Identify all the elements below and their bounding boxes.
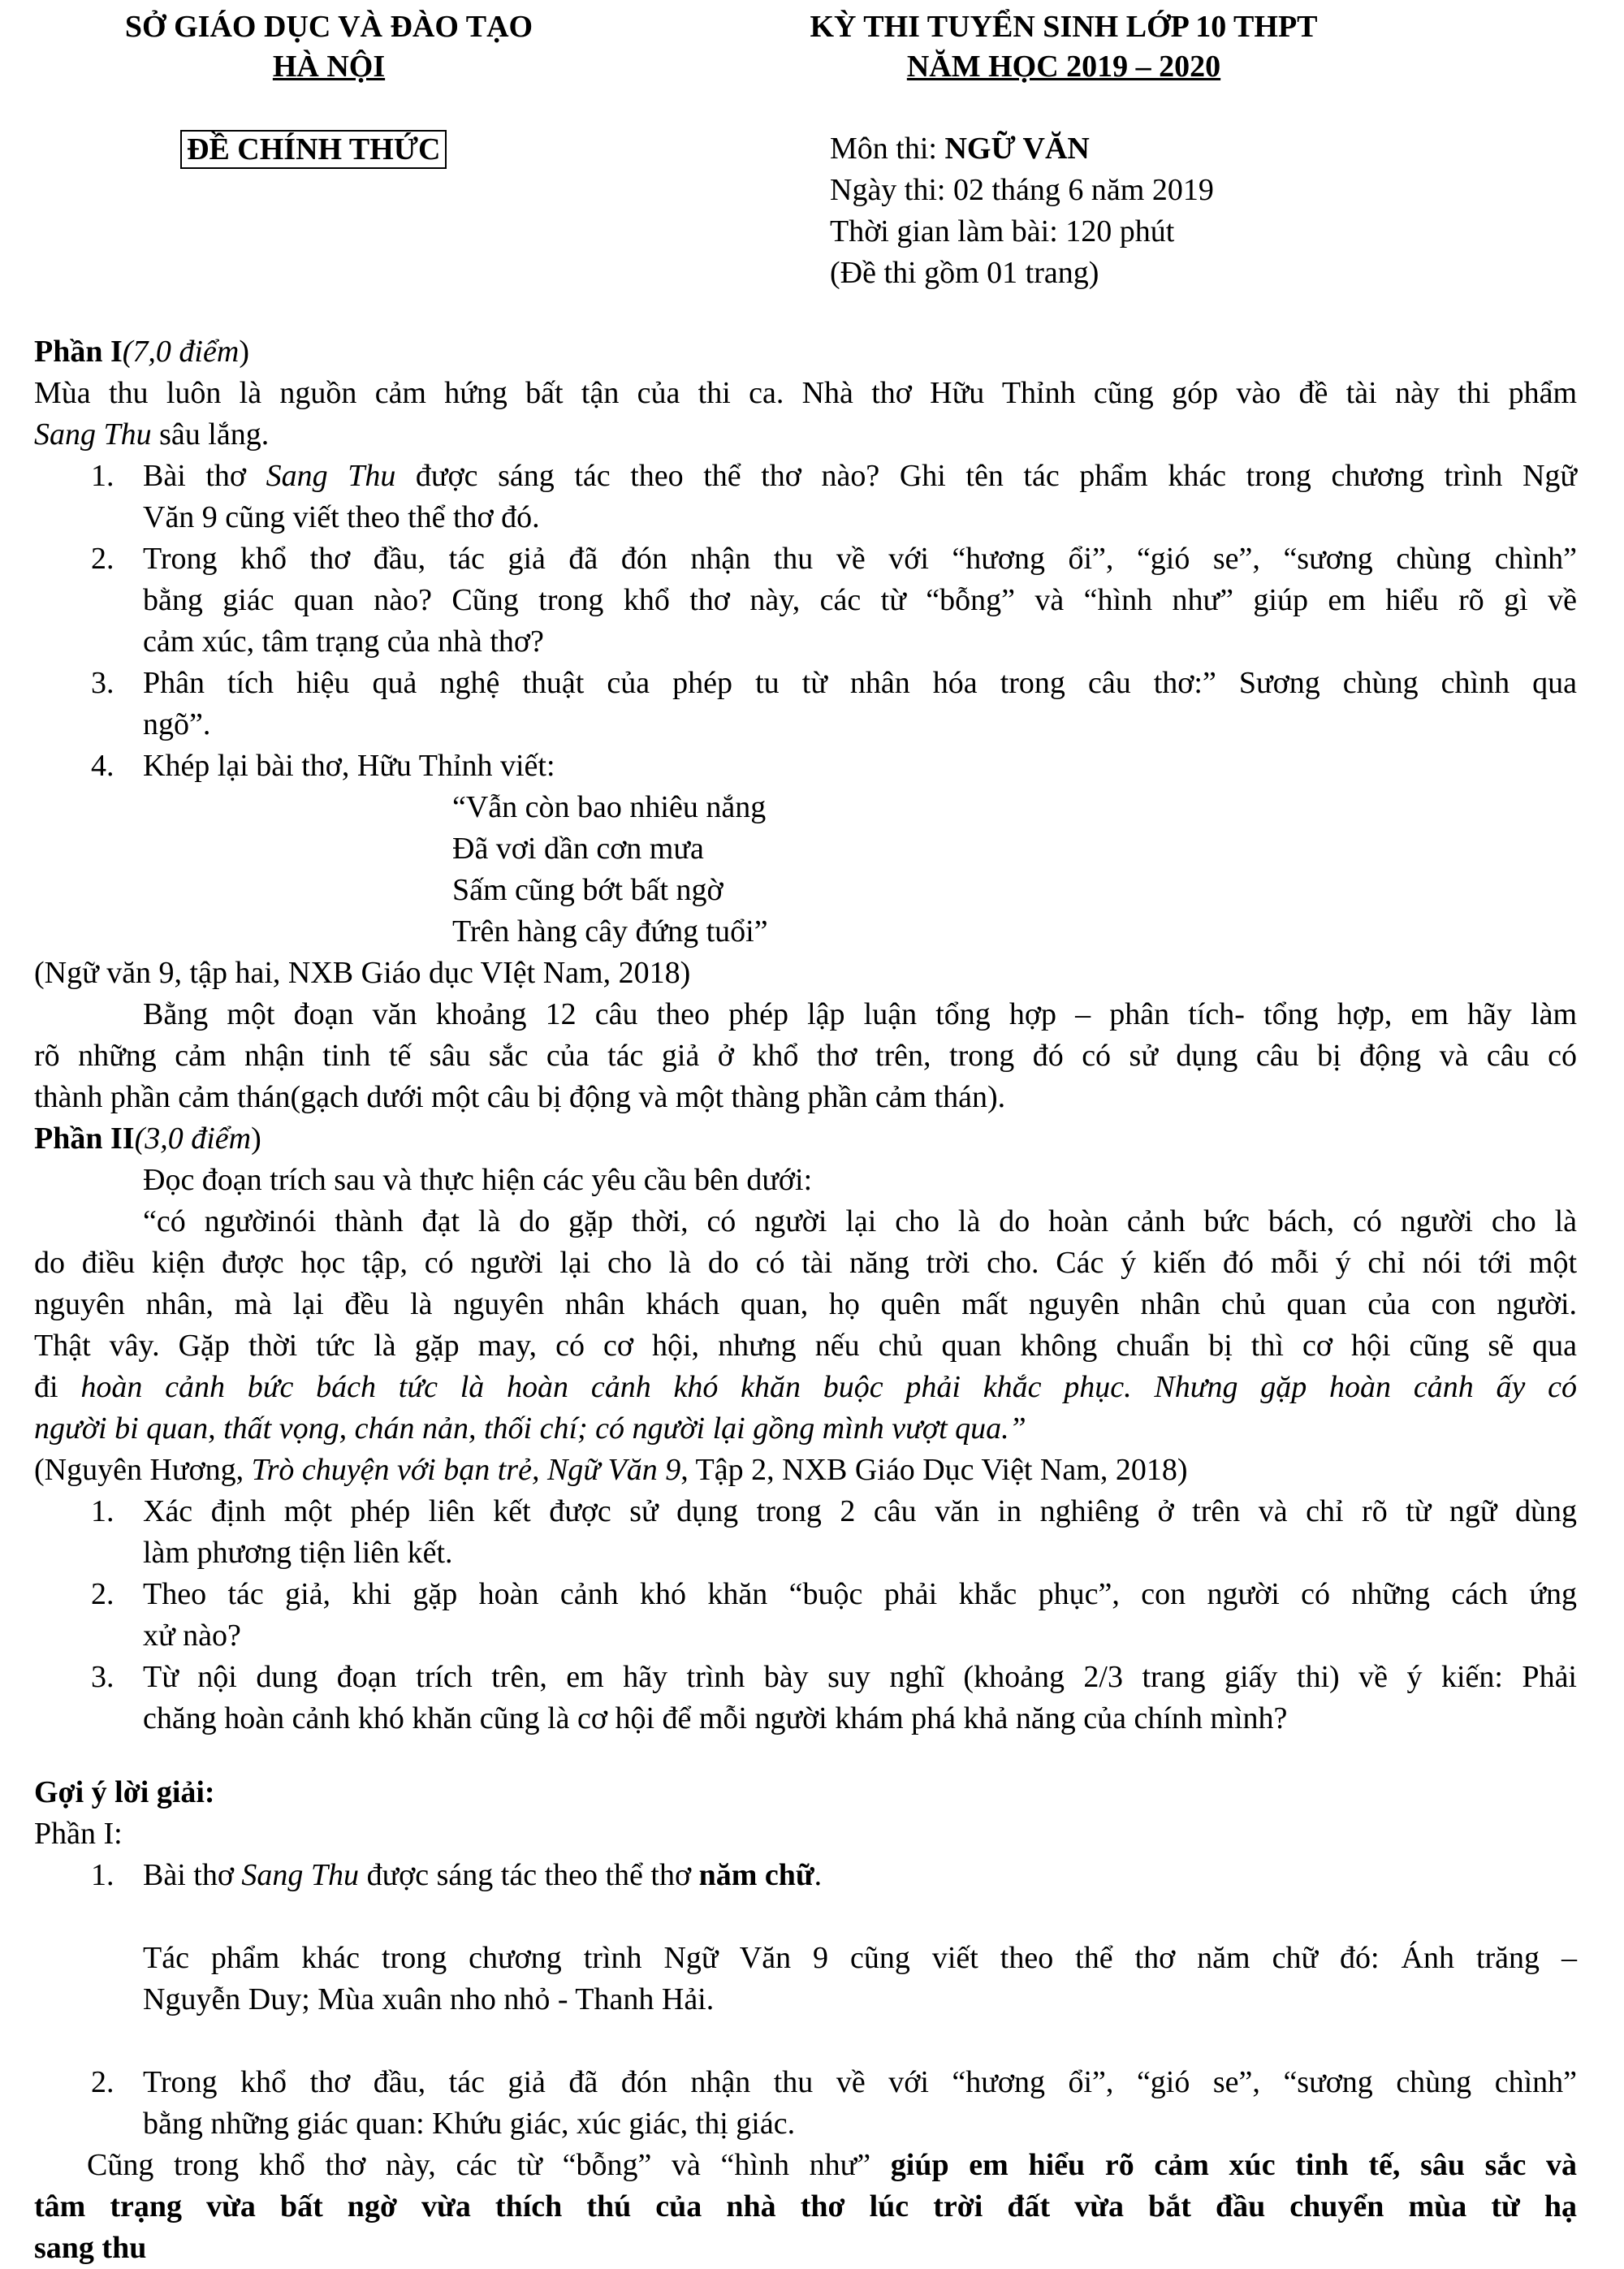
part1-task-line-2: rõ những cảm nhận tinh tế sâu sắc của tác giả ở khổ thơ trên, trong đó có sử dụng câu bị động và câu có bbox=[34, 1039, 1577, 1073]
answers-heading: Gợi ý lời giải: bbox=[34, 1775, 215, 1809]
part1-question-4: 4. Khép lại bài thơ, Hữu Thỉnh viết: bbox=[91, 749, 555, 783]
exam-body: Phần I(7,0 điểm) Mùa thu luôn là nguồn cảm hứng bất tận của thi ca. Nhà thơ Hữu Thỉnh cũng góp vào đề tài này thi phẩm Sang Thu sâu lắng. 1. Bài thơ Sang Thu được sáng tác theo thể thơ nào? Ghi tên tác phẩm khác trong chương trình Ngữ Văn 9 cũng viết theo thể thơ đó. 2. Trong khổ thơ đầu, tác giả đã đón nhận thu về với “hương ổi”, “gió se”, “sương chùng chình” bằng giác quan nào? Cũng trong khổ thơ này, các từ “bỗng” và “hình như” giúp em hiểu rõ gì về cảm xúc, tâm trạng của nhà thơ? 3. Phân tích hiệu quả nghệ thuật của phép tu từ nhân hóa trong câu thơ:” Sương chùng chình qua ngõ”. 4. Khép lại bài thơ, Hữu Thỉnh viết: “Vẫn còn bao nhiêu nắng Đã vơi dần cơn mưa Sấm cũng bớt bất ngờ Trên hàng cây đứng tuổi” (Ngữ văn 9, tập hai, NXB Giáo dục VIệt Nam, 2018) Bằng một đoạn văn khoảng 12 câu theo phép lập luận tổng hợp – phân tích- tổng hợp, em hãy làm rõ những cảm nhận tinh tế sâu sắc của tác giả ở khổ thơ trên, trong đó có sử dụng câu bị động và câu có thành phần cảm thán(gạch dưới một câu bị động và một thàng phần cảm thán). Phần II(3,0 điểm) Đọc đoạn trích sau và thực hiện các yêu cầu bên dưới: “có ngườinói thành đạt là do gặp thời, có người lại cho là do hoàn cảnh bức bách, có người cho là do điều kiện được học tập, có người lại cho là do có tài năng trời cho. Các ý kiến đó mỗi ý chỉ nói tới một nguyên nhân, mà lại đều là nguyên nhân khách quan, họ quên mất nguyên nhân chủ quan của con người. Thật vây. Gặp thời tức là gặp may, có cơ hội, nhưng nếu chủ quan không chuẩn bị thì cơ hội cũng sẽ qua đi hoàn cảnh bức bách tức là hoàn cảnh khó khăn buộc phải khắc phục. Nhưng gặp hoàn cảnh ấy có người bi quan, thất vọng, chán nản, thối chí; có người lại gồng mình vượt qua.” (Nguyên Hương, Trò chuyện với bạn trẻ, Ngữ Văn 9, Tập 2, NXB Giáo Dục Việt Nam, 2018) 1. Xác định một phép liên kết được sử dụng trong 2 câu văn in nghiêng ở trên và chỉ rõ từ ngữ dùng làm phương tiện liên kết. 2. Theo tác giả, khi gặp hoàn cảnh khó khăn “buộc phải khắc phục”, con người có những cách ứng xử nào? 3. Từ nội dung đoạn trích trên, em hãy trình bày suy nghĩ (khoảng 2/3 trang giấy thi) về ý kiến: Phải chăng hoàn cảnh khó khăn cũng là cơ hội để mỗi người khám phá khả năng của chính mình? Gợi ý lời giải: Phần I: 1. Bài thơ Sang Thu được sáng tác theo thể thơ năm chữ. Tác phẩm khác trong chương trình Ngữ Văn 9 cũng viết theo thể thơ năm chữ đó: Ánh trăng – Nguyễn Duy; Mùa xuân nho nhỏ - Thanh Hải. 2. Trong khổ thơ đầu, tác giả đã đón nhận thu về với “hương ổi”, “gió se”, “sương chùng chình” bằng những giác quan: Khứu giác, xúc giác, thị giác. Cũng trong khổ thơ này, các từ “bỗng” và “hình như” giúp em hiểu rõ cảm xúc tinh tế, sâu sắc và tâm trạng vừa bất ngờ vừa thích thú của nhà thơ lúc trời đất vừa bắt đầu chuyển mùa từ hạ sang thu bbox=[34, 331, 1577, 2269]
city-name: HÀ NỘI bbox=[272, 50, 386, 84]
part2-instruction: Đọc đoạn trích sau và thực hiện các yêu cầu bên dưới: bbox=[143, 1163, 813, 1197]
subject-value: NGỮ VĂN bbox=[944, 132, 1090, 166]
part1-task-line-3: thành phần cảm thán(gạch dưới một câu bị động và một thàng phần cảm thán). bbox=[34, 1080, 1006, 1114]
part2-heading: Phần II(3,0 điểm) bbox=[34, 1122, 261, 1156]
part2-question-1: 1. Xác định một phép liên kết được sử dụng trong 2 câu văn in nghiêng ở trên và chỉ rõ từ ngữ dùng làm phương tiện liên kết. bbox=[91, 1494, 1577, 1570]
exam-duration: Thời gian làm bài: 120 phút bbox=[830, 214, 1175, 249]
exam-heading bbox=[706, 6, 1421, 88]
pages-note: (Đề thi gồm 01 trang) bbox=[830, 256, 1099, 290]
exam-name: KỲ THI TUYỂN SINH LỚP 10 THPT bbox=[810, 10, 1318, 44]
part1-question-3: 3. Phân tích hiệu quả nghệ thuật của phép tu từ nhân hóa trong câu thơ:” Sương chùng chình qua ngõ”. bbox=[91, 666, 1577, 741]
part1-intro-line-2: Sang Thu sâu lắng. bbox=[34, 417, 270, 452]
answers-part-label: Phần I: bbox=[34, 1817, 123, 1851]
exam-date: Ngày thi: 02 tháng 6 năm 2019 bbox=[830, 173, 1214, 207]
part2-question-3: 3. Từ nội dung đoạn trích trên, em hãy trình bày suy nghĩ (khoảng 2/3 trang giấy thi) về ý kiến: Phải chăng hoàn cảnh khó khăn cũng là cơ hội để mỗi người khám phá khả năng của chính mình? bbox=[91, 1660, 1577, 1735]
poem-excerpt bbox=[34, 787, 1577, 953]
poem-line: “Vẫn còn bao nhiêu nắng bbox=[452, 790, 767, 824]
official-exam-badge: ĐỀ CHÍNH THỨC bbox=[180, 130, 447, 169]
answer-2: 2. Trong khổ thơ đầu, tác giả đã đón nhận thu về với “hương ổi”, “gió se”, “sương chùng chình” bằng những giác quan: Khứu giác, xúc giác, thị giác. bbox=[91, 2065, 1577, 2141]
passage-source: (Nguyên Hương, Trò chuyện với bạn trẻ, Ngữ Văn 9, Tập 2, NXB Giáo Dục Việt Nam, 2018) bbox=[34, 1453, 1188, 1487]
poem-line: Trên hàng cây đứng tuổi” bbox=[452, 914, 768, 949]
part1-question-2: 2. Trong khổ thơ đầu, tác giả đã đón nhận thu về với “hương ổi”, “gió se”, “sương chùng chình” bằng giác quan nào? Cũng trong khổ thơ này, các từ “bỗng” và “hình như” giúp em hiểu rõ gì về cảm xúc, tâm trạng của nhà thơ? bbox=[91, 542, 1577, 659]
school-year: NĂM HỌC 2019 – 2020 bbox=[906, 50, 1221, 84]
answer-1: 1. Bài thơ Sang Thu được sáng tác theo thể thơ năm chữ. Tác phẩm khác trong chương trình Ngữ Văn 9 cũng viết theo thể thơ năm chữ đó: Ánh trăng – Nguyễn Duy; Mùa xuân nho nhỏ - Thanh Hải. bbox=[91, 1858, 1577, 2016]
department-name: SỞ GIÁO DỤC VÀ ĐÀO TẠO bbox=[124, 10, 533, 44]
department-heading bbox=[65, 6, 593, 88]
part1-task-line-1: Bằng một đoạn văn khoảng 12 câu theo phép lập luận tổng hợp – phân tích- tổng hợp, em hãy làm bbox=[143, 997, 1577, 1031]
part1-intro-line-1: Mùa thu luôn là nguồn cảm hứng bất tận của thi ca. Nhà thơ Hữu Thỉnh cũng góp vào đề tài này thi phẩm bbox=[34, 376, 1577, 410]
part1-heading: Phần I(7,0 điểm) bbox=[34, 335, 249, 369]
subject-line: Môn thi: NGỮ VĂN bbox=[830, 132, 1090, 166]
poem-source: (Ngữ văn 9, tập hai, NXB Giáo dục VIệt Nam, 2018) bbox=[34, 956, 691, 990]
poem-line: Đã vơi dần cơn mưa bbox=[452, 832, 704, 866]
exam-info bbox=[830, 128, 1214, 294]
poem-line: Sấm cũng bớt bất ngờ bbox=[452, 873, 723, 907]
part1-question-1: 1. Bài thơ Sang Thu được sáng tác theo thể thơ nào? Ghi tên tác phẩm khác trong chương trình Ngữ Văn 9 cũng viết theo thể thơ đó. bbox=[91, 459, 1577, 534]
answer-2-explanation: Cũng trong khổ thơ này, các từ “bỗng” và “hình như” giúp em hiểu rõ cảm xúc tinh tế, sâu sắc và bbox=[87, 2148, 1577, 2182]
reading-passage: “có ngườinói thành đạt là do gặp thời, có người lại cho là do hoàn cảnh bức bách, có người cho là do điều kiện được học tập, có người lại cho là do có tài năng trời cho. Các ý kiến đó mỗi ý chỉ nói tới một nguyên nhân, mà lại đều là nguyên nhân khách quan, họ quên mất nguyên nhân chủ quan của con người. Thật vây. Gặp thời tức là gặp may, có cơ hội, nhưng nếu chủ quan không chuẩn bị thì cơ hội cũng sẽ qua đi hoàn cảnh bức bách tức là hoàn cảnh khó khăn buộc phải khắc phục. Nhưng gặp hoàn cảnh ấy có người bi quan, thất vọng, chán nản, thối chí; có người lại gồng mình vượt qua.” bbox=[34, 1204, 1577, 1446]
part2-question-2: 2. Theo tác giả, khi gặp hoàn cảnh khó khăn “buộc phải khắc phục”, con người có những cách ứng xử nào? bbox=[91, 1577, 1577, 1653]
